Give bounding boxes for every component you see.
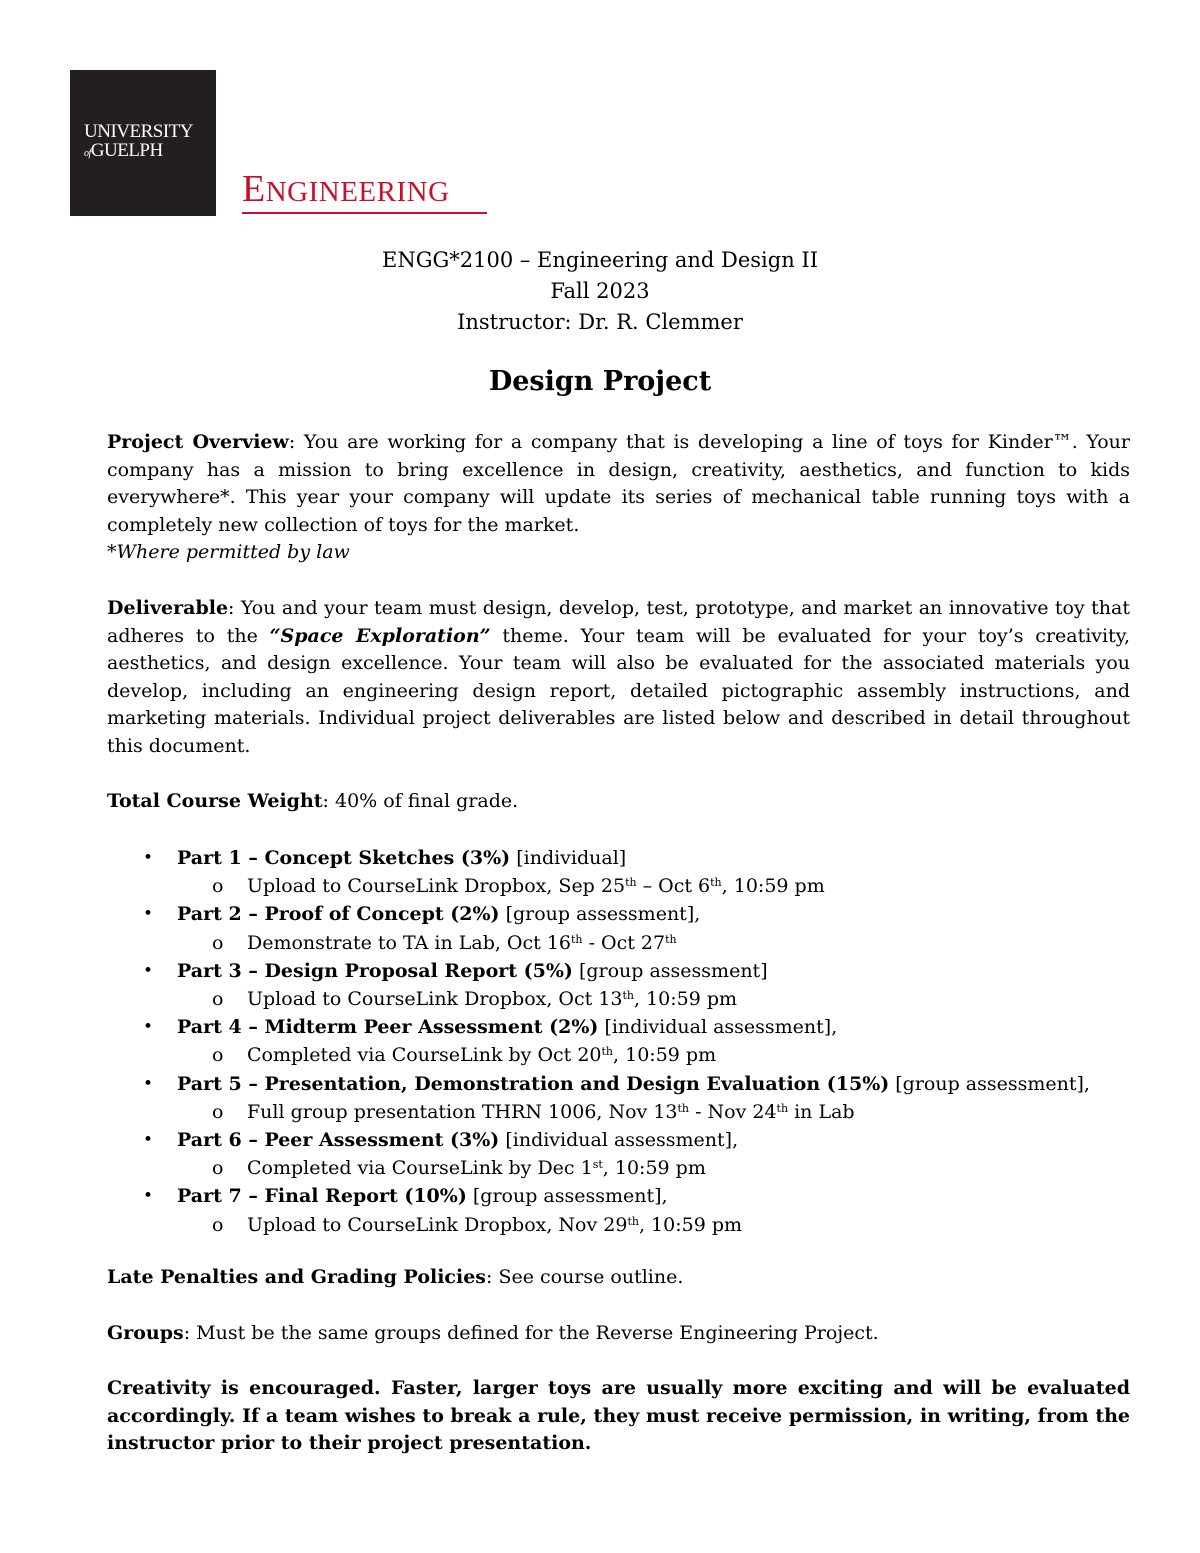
course-weight-paragraph <box>107 788 1130 816</box>
deliverable-text-1: : You and your team must design, develop, test, prototype, and market an innovative toy that adheres to the <box>107 597 1130 647</box>
part-type: [individual] <box>510 847 627 869</box>
part-detail: Full group presentation THRN 1006, Nov 13th - Nov 24th in Lab <box>247 1100 855 1123</box>
circle-bullet-icon: o <box>212 1044 224 1067</box>
list-item <box>107 957 1157 1013</box>
circle-bullet-icon: o <box>212 931 224 954</box>
groups-text: : Must be the same groups defined for the Reverse Engineering Project. <box>183 1322 879 1344</box>
part-detail: Upload to CourseLink Dropbox, Sep 25th – Oct 6th, 10:59 pm <box>247 875 825 898</box>
circle-bullet-icon: o <box>212 988 224 1011</box>
circle-bullet-icon: o <box>212 1100 224 1123</box>
deliverable-label: Deliverable <box>107 597 229 619</box>
logo-underline <box>242 212 487 214</box>
list-item <box>107 1013 1157 1069</box>
part-title: Part 6 – Peer Assessment (3%) <box>177 1129 500 1152</box>
part-title: Part 3 – Design Proposal Report (5%) <box>177 959 573 982</box>
bullet-icon: • <box>143 1130 154 1151</box>
course-title: ENGG*2100 – Engineering and Design II <box>382 248 818 272</box>
project-overview-paragraph <box>107 429 1130 567</box>
circle-bullet-icon: o <box>212 875 224 898</box>
circle-bullet-icon: o <box>212 1157 224 1180</box>
part-type: [individual assessment], <box>499 1129 739 1152</box>
logo-engineering-text: ENGINEERING <box>242 168 450 210</box>
part-title: Part 1 – Concept Sketches (3%) <box>177 847 511 869</box>
groups-paragraph <box>107 1320 1130 1348</box>
part-type: [group assessment], <box>499 903 701 926</box>
groups-label: Groups <box>107 1322 184 1344</box>
bullet-icon: • <box>143 904 154 925</box>
bullet-icon: • <box>143 1073 154 1094</box>
overview-text: : You are working for a company that is developing a line of toys for Kinder™. Your company has a mission to bring excellence in design, creativity, aesthetics, and function to kids everywhere*. This year your company will update its series of mechanical table running toys with a completely new collection of toys for the market. <box>107 431 1130 536</box>
list-item <box>107 1182 1157 1238</box>
part-detail: Demonstrate to TA in Lab, Oct 16th - Oct 27th <box>247 931 677 954</box>
part-title: Part 2 – Proof of Concept (2%) <box>177 903 500 926</box>
overview-label: Project Overview <box>107 431 289 453</box>
late-label: Late Penalties and Grading Policies <box>107 1266 486 1288</box>
list-item <box>107 844 1157 900</box>
part-type: [individual assessment], <box>598 1016 838 1039</box>
part-title: Part 5 – Presentation, Demonstration and Design Evaluation (15%) <box>177 1072 890 1095</box>
logo-university-text: UNIVERSITY <box>84 121 193 142</box>
document-header <box>0 245 1200 338</box>
part-detail: Upload to CourseLink Dropbox, Nov 29th, 10:59 pm <box>247 1213 743 1236</box>
deliverable-text-2: theme. Your team will be evaluated for your toy’s creativity, aesthetics, and design excellence. Your team will also be evaluated for the associated materials you develop, including an engineering design report, detailed pictographic assembly instructions, and marketing materials. Individual project deliverables are listed below and described in detail throughout this document. <box>107 624 1131 757</box>
overview-note: *Where permitted by law <box>107 541 350 563</box>
part-detail: Completed via CourseLink by Dec 1st, 10:59 pm <box>247 1157 706 1180</box>
list-item <box>107 900 1157 956</box>
part-type: [group assessment], <box>466 1185 668 1208</box>
list-item <box>107 1070 1157 1126</box>
deliverable-paragraph <box>107 595 1130 760</box>
creativity-paragraph: Creativity is encouraged. Faster, larger toys are usually more exciting and will be evaluated accordingly. If a team wishes to break a rule, they must receive permission, in writing, from the instructor prior to their project presentation. <box>107 1377 1130 1454</box>
part-type: [group assessment], <box>889 1072 1090 1095</box>
bullet-icon: • <box>143 1186 154 1207</box>
part-title: Part 7 – Final Report (10%) <box>177 1185 467 1208</box>
part-detail: Completed via CourseLink by Oct 20th, 10:59 pm <box>247 1044 717 1067</box>
circle-bullet-icon: o <box>212 1213 224 1236</box>
list-item <box>107 1126 1157 1182</box>
logo-dark-box <box>70 70 216 216</box>
term: Fall 2023 <box>550 279 650 303</box>
page-title: Design Project <box>488 366 712 397</box>
part-title: Part 4 – Midterm Peer Assessment (2%) <box>177 1016 599 1039</box>
weight-label: Total Course Weight <box>107 790 323 812</box>
deliverables-list <box>107 844 1157 1239</box>
part-detail: Upload to CourseLink Dropbox, Oct 13th, 10:59 pm <box>247 988 738 1011</box>
bullet-icon: • <box>143 1017 154 1038</box>
bullet-icon: • <box>143 960 154 981</box>
university-of-guelph-engineering-logo <box>70 70 488 218</box>
late-text: : See course outline. <box>486 1266 684 1288</box>
weight-text: : 40% of final grade. <box>322 790 519 812</box>
instructor: Instructor: Dr. R. Clemmer <box>457 310 743 334</box>
part-type: [group assessment] <box>572 959 768 982</box>
late-penalties-paragraph <box>107 1264 1130 1292</box>
deliverable-theme: “Space Exploration” <box>269 624 491 647</box>
logo-guelph-text: ofGUELPH <box>84 140 163 161</box>
bullet-icon: • <box>143 848 154 868</box>
